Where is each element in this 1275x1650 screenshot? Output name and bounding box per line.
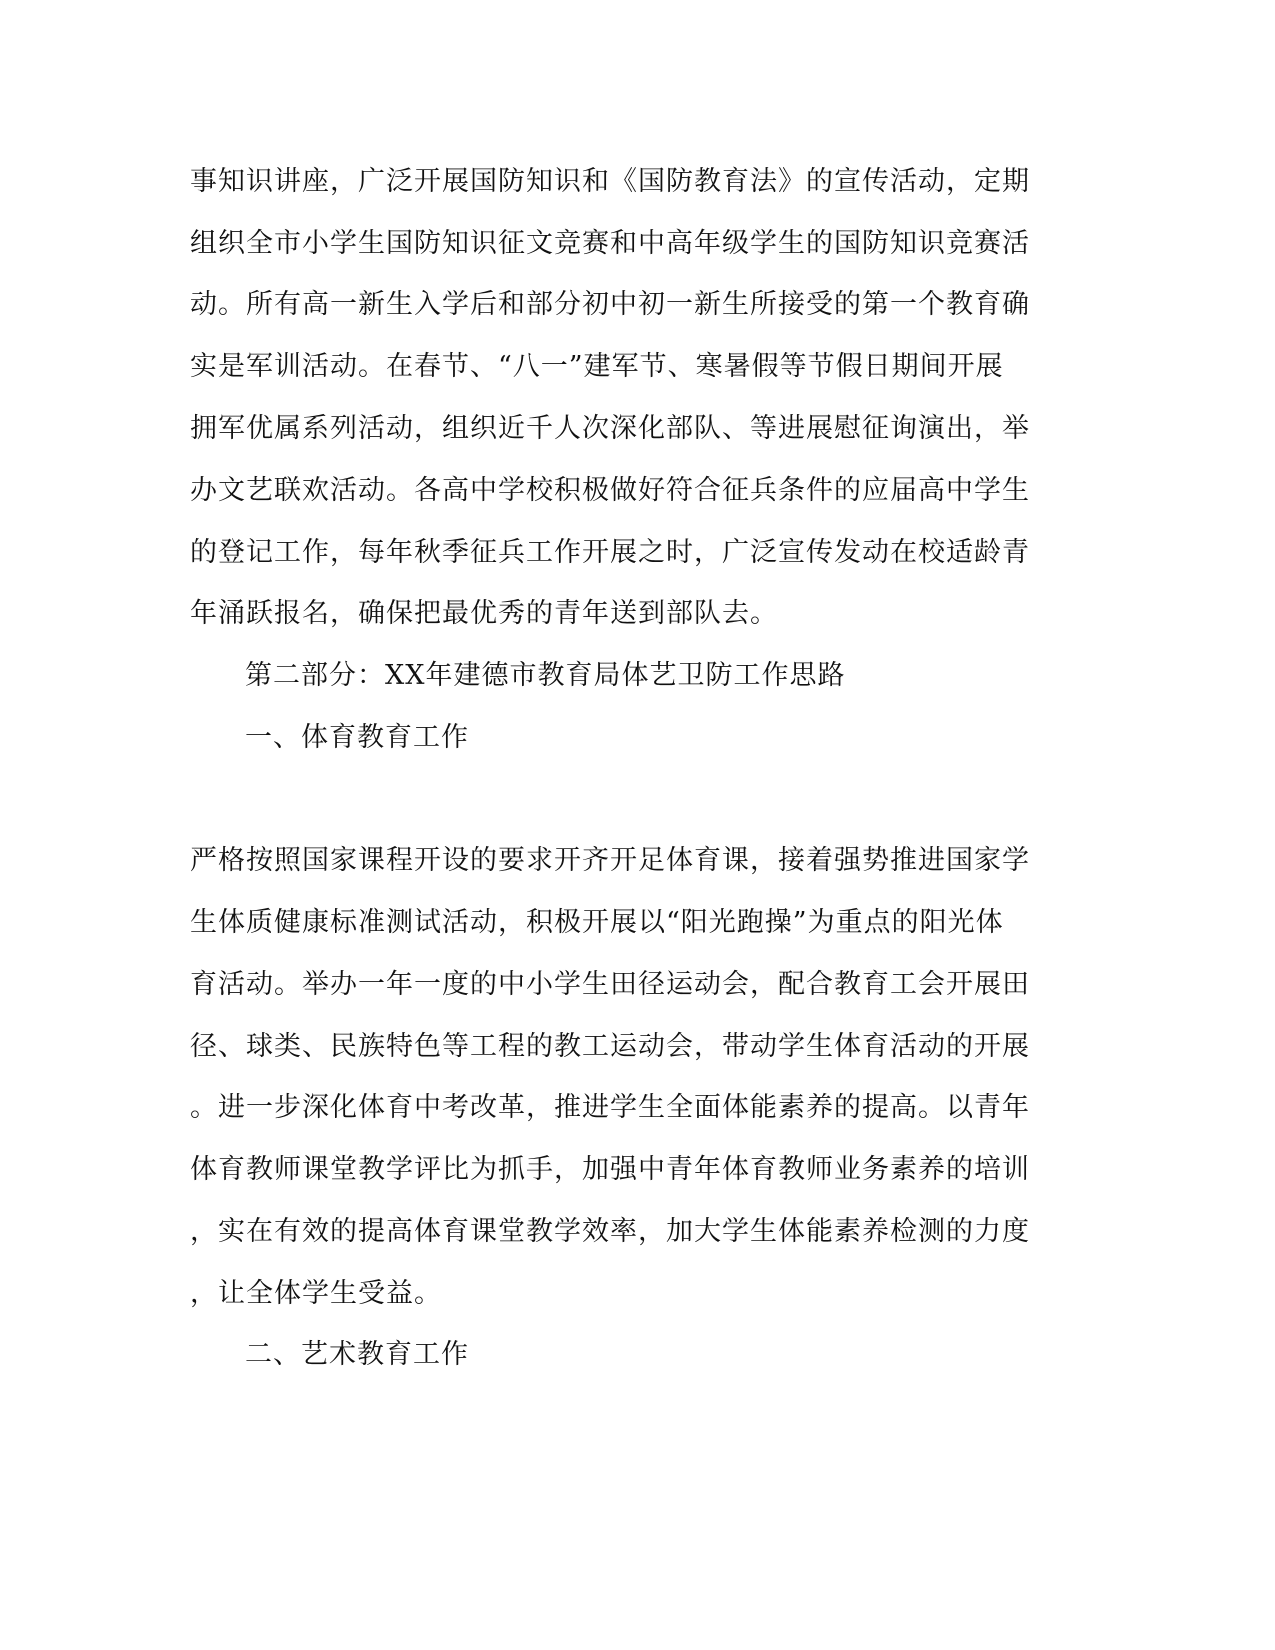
text-line: ，实在有效的提高体育课堂教学效率，加大学生体能素养检测的力度 [190,1216,1030,1247]
text-line: 体育教师课堂教学评比为抓手，加强中青年体育教师业务素养的培训 [190,1154,1030,1185]
text-line: 实是军训活动。在春节、“八一”建军节、寒暑假等节假日期间开展 [190,351,1004,382]
text-line: ，让全体学生受益。 [190,1278,442,1309]
text-line: 。进一步深化体育中考改革，推进学生全面体能素养的提高。以青年 [190,1092,1030,1123]
section-heading-part2: 第二部分：XX年建德市教育局体艺卫防工作思路 [245,660,846,691]
text-line: 办文艺联欢活动。各高中学校积极做好符合征兵条件的应届高中学生 [190,475,1030,506]
text-line: 事知识讲座，广泛开展国防知识和《国防教育法》的宣传活动，定期 [190,166,1030,197]
text-line: 动。所有高一新生入学后和部分初中初一新生所接受的第一个教育确 [190,289,1030,320]
section-heading-sports: 一、体育教育工作 [245,722,469,753]
text-line: 拥军优属系列活动，组织近千人次深化部队、等进展慰征询演出，举 [190,413,1030,444]
section-heading-arts: 二、艺术教育工作 [245,1339,469,1370]
text-line: 的登记工作，每年秋季征兵工作开展之时，广泛宣传发动在校适龄青 [190,537,1030,568]
text-line: 组织全市小学生国防知识征文竞赛和中高年级学生的国防知识竞赛活 [190,228,1030,259]
text-line: 径、球类、民族特色等工程的教工运动会，带动学生体育活动的开展 [190,1031,1030,1062]
text-line: 严格按照国家课程开设的要求开齐开足体育课，接着强势推进国家学 [190,845,1030,876]
text-line: 育活动。举办一年一度的中小学生田径运动会，配合教育工会开展田 [190,969,1030,1000]
text-line: 生体质健康标准测试活动，积极开展以“阳光跑操”为重点的阳光体 [190,907,1004,938]
text-line: 年涌跃报名，确保把最优秀的青年送到部队去。 [190,598,778,629]
